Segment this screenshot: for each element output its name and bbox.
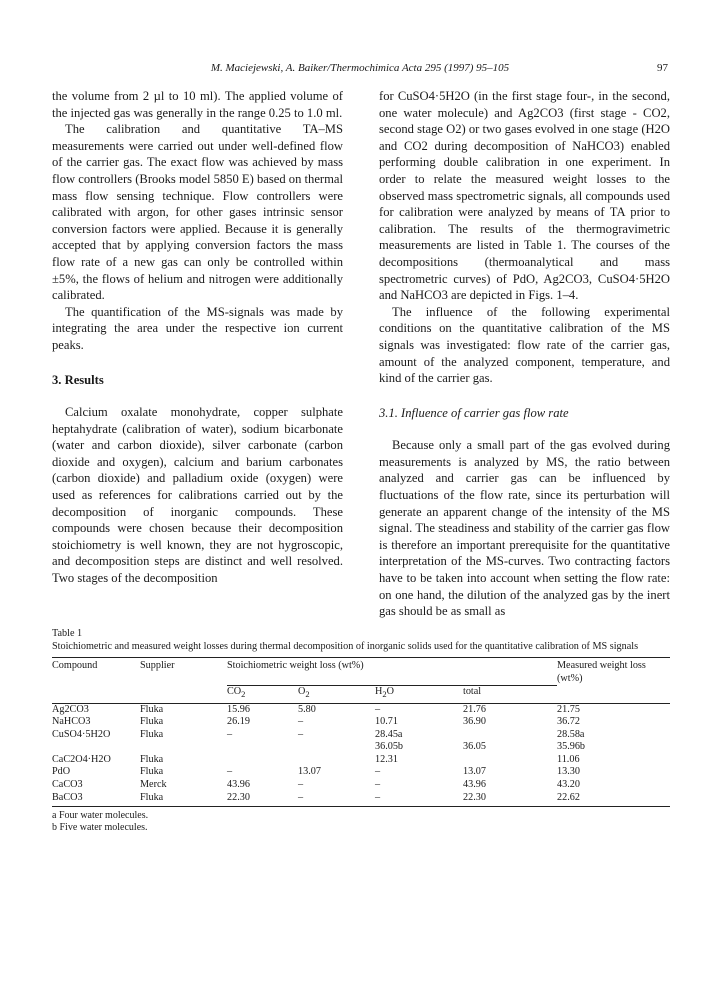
- cell-o2: [298, 741, 375, 754]
- cell-compound: BaCO3: [52, 792, 140, 807]
- cell-supplier: Fluka: [140, 792, 227, 807]
- page-number: 97: [657, 62, 668, 74]
- col-header-co2: $CO_2$: [227, 685, 298, 703]
- body-columns: [52, 88, 670, 619]
- cell-supplier: Fluka: [140, 753, 164, 765]
- cell-total: 36.90: [463, 716, 486, 728]
- col-header-measured: Measured weight loss (wt%): [557, 658, 670, 686]
- cell-h2o: 12.31: [375, 753, 398, 765]
- paragraph: for CuSO4·5H2O (in the first stage four-, in the second, one water molecule) and Ag2CO3 (first stage - CO2, second stage O2) or two gases evolved in one stage (H2O and CO2 during decomposition of NaHCO3) enabled performing double calibration in one experiment. In order to relate the measured weight losses to the observed mass spectrometric signals, all compounds used for calibration were analyzed by means of TA prior to calibration. The results of the thermogravimetric measurements are listed in Table 1. The courses of the decompositions (thermoanalytical and mass spectrometric curves) of PdO, Ag2CO3, CuSO4·5H2O and NaHCO3 are depicted in Figs. 1–4.: [379, 89, 670, 303]
- paragraph: The quantification of the MS-signals was made by integrating the area under the respective ion current peaks.: [52, 304, 343, 352]
- cell-supplier: Fluka: [140, 728, 164, 740]
- cell-h2o: –: [375, 792, 463, 807]
- table-row: [52, 779, 670, 792]
- cell-measured: 36.72: [557, 716, 580, 728]
- cell-total: [463, 754, 557, 767]
- cell-measured: 21.75: [557, 703, 580, 715]
- cell-o2: 5.80: [298, 703, 316, 715]
- cell-measured: 13.30: [557, 766, 580, 778]
- paragraph: Because only a small part of the gas evolved during measurements is analyzed by MS, the ratio between analyzed and carrier gas can be influenced by fluctuations of the flow rate, since its perturbation will generate an apparent change of the intensity of the MS signal. The steadiness and stability of the carrier gas flow is therefore an important prerequisite for the quantitative interpretation of the MS-curves. Two contracting factors have to be taken into account when setting the flow rate: on one hand, the dilution of the analyzed gas by the inert gas should be as small as: [379, 438, 670, 619]
- cell-total: [463, 729, 557, 742]
- footnote-a: a Four water molecules.: [52, 810, 149, 822]
- cell-measured: 22.62: [557, 792, 670, 807]
- table-description: Stoichiometric and measured weight losses during thermal decomposition of inorganic solids used for the quantitative calibration of MS signals: [52, 640, 639, 652]
- cell-total: 43.96: [463, 779, 486, 791]
- paragraph: Calcium oxalate monohydrate, copper sulphate heptahydrate (calibration of water), sodium bicarbonate (water and carbon dioxide), silver carbonate (carbon dioxide and oxygen), calcium and barium carbonates (carbon dioxide) and palladium oxide (oxygen) were used as references for calibrations carried out by the decomposition of inorganic compounds. These compounds were chosen because their decomposition stoichiometry is well known, they are not hygroscopic, and decomposition steps are distinct and well resolved. Two stages of the decomposition: [52, 405, 343, 586]
- cell-compound: CaC2O4·H2O: [52, 753, 111, 765]
- col-header-h2o: $H_2O$: [375, 685, 463, 703]
- cell-co2: 15.96: [227, 703, 250, 715]
- cell-o2: –: [298, 728, 304, 740]
- cell-total: 36.05: [463, 741, 486, 753]
- cell-measured: 11.06: [557, 753, 580, 765]
- table-row: [52, 754, 670, 767]
- cell-total: 13.07: [463, 766, 486, 778]
- cell-o2: –: [298, 716, 304, 728]
- cell-h2o: 10.71: [375, 716, 398, 728]
- cell-measured: 43.20: [557, 779, 580, 791]
- col-header-compound: Compound: [52, 658, 140, 686]
- data-table: [52, 657, 670, 807]
- col-header-stoichiometric: Stoichiometric weight loss (wt%): [227, 658, 557, 686]
- table-row: [52, 766, 670, 779]
- cell-h2o: –: [375, 766, 381, 778]
- cell-o2: –: [298, 792, 375, 807]
- cell-co2: 22.30: [227, 792, 298, 807]
- cell-co2: [227, 754, 298, 767]
- cell-supplier: Fluka: [140, 766, 164, 778]
- paragraph: The influence of the following experimental conditions on the quantitative calibration of the MS signals was investigated: flow rate of the carrier gas, amount of the analyzed component, temperature, and kind of the carrier gas.: [379, 304, 670, 386]
- col-header-total: total: [463, 685, 557, 703]
- table-row: [52, 792, 670, 807]
- cell-compound: NaHCO3: [52, 716, 91, 728]
- subsection-heading: 3.1. Influence of carrier gas flow rate: [379, 405, 569, 420]
- table-caption: Table 1: [52, 628, 83, 639]
- paragraph: The calibration and quantitative TA–MS measurements were carried out under well-defined flow of the carrier gas. The exact flow was achieved by mass flow controllers (Brooks model 5850 E) based on thermal mass flow sensing technique. Flow controllers were calibrated with argon, for other gases intrinsic sensor conversion factors were applied. Because it is generally accepted that by applying conversion factors the mass flow rate of a new gas can only be controlled within ±5%, the flows of helium and nitrogen were additionally calibrated.: [52, 122, 343, 303]
- cell-o2: 13.07: [298, 766, 321, 778]
- table-row: [52, 703, 670, 716]
- cell-compound: [52, 741, 140, 754]
- cell-compound: CaCO3: [52, 779, 83, 791]
- running-header: [52, 62, 668, 78]
- cell-supplier: Merck: [140, 779, 167, 791]
- cell-o2: [298, 754, 375, 767]
- cell-co2: –: [227, 766, 233, 778]
- cell-supplier: Fluka: [140, 703, 164, 715]
- right-column: [379, 88, 670, 620]
- table-row: [52, 729, 670, 742]
- cell-o2: –: [298, 779, 304, 791]
- cell-co2: 43.96: [227, 779, 250, 791]
- cell-co2: 26.19: [227, 716, 250, 728]
- cell-h2o: 28.45a: [375, 728, 403, 740]
- cell-supplier: [140, 741, 227, 754]
- section-heading: 3. Results: [52, 372, 104, 387]
- col-header-o2: $O_2$: [298, 685, 375, 703]
- table-row: [52, 741, 670, 754]
- cell-compound: CuSO4·5H2O: [52, 728, 111, 740]
- cell-h2o: –: [375, 779, 381, 791]
- cell-co2: –: [227, 728, 233, 740]
- cell-compound: Ag2CO3: [52, 703, 89, 715]
- col-header-supplier: Supplier: [140, 658, 227, 686]
- table-footnotes: [52, 810, 670, 834]
- running-title: M. Maciejewski, A. Baiker/Thermochimica Acta 295 (1997) 95–105: [210, 62, 510, 74]
- cell-total: 21.76: [463, 703, 486, 715]
- cell-measured: 35.96b: [557, 741, 586, 753]
- footnote-b: b Five water molecules.: [52, 822, 148, 834]
- cell-total: 22.30: [463, 792, 557, 807]
- cell-h2o: –: [375, 703, 381, 715]
- paragraph: the volume from 2 µl to 10 ml). The applied volume of the injected gas was generally in the range 0.25 to 1.0 ml.: [52, 89, 343, 120]
- cell-compound: PdO: [52, 766, 71, 778]
- table-1: [52, 628, 670, 834]
- cell-measured: 28.58a: [557, 728, 585, 740]
- cell-h2o: 36.05b: [375, 741, 404, 753]
- left-column: [52, 88, 343, 587]
- cell-co2: [227, 741, 298, 754]
- cell-supplier: Fluka: [140, 716, 164, 728]
- table-row: [52, 716, 670, 729]
